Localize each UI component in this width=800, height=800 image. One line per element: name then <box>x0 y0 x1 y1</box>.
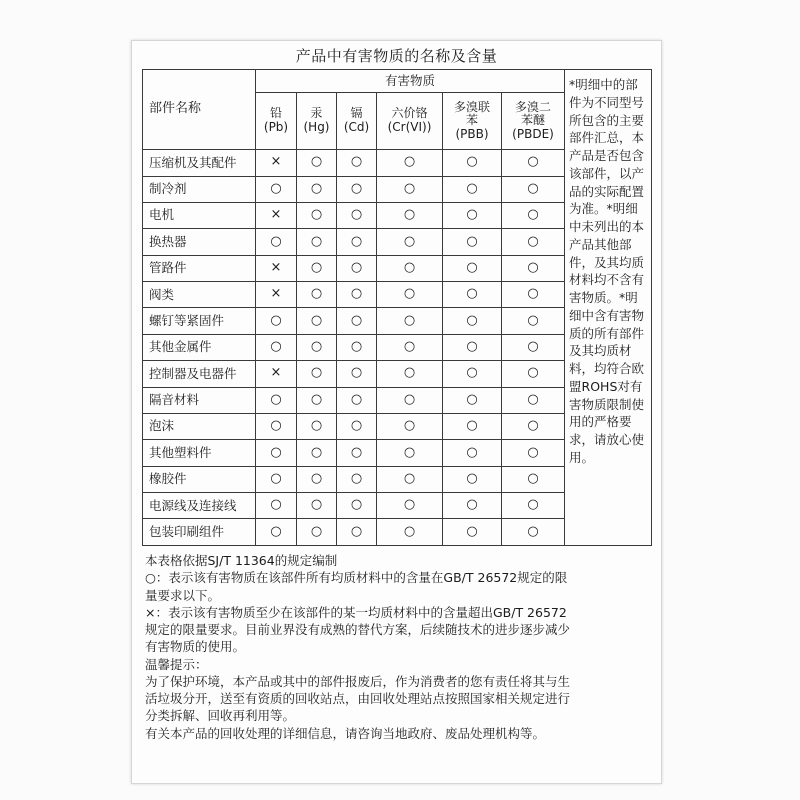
substance-mark: ○ <box>337 334 377 360</box>
part-name: 压缩机及其配件 <box>143 150 256 176</box>
substance-mark: ○ <box>443 202 502 228</box>
substance-header-line: (PBB) <box>455 127 489 142</box>
substance-mark: ○ <box>337 466 377 492</box>
substance-header-line: (Pb) <box>263 120 289 135</box>
substance-mark: ○ <box>443 229 502 255</box>
substance-mark: ○ <box>337 413 377 439</box>
substance-mark: ○ <box>443 493 502 519</box>
substance-mark: ○ <box>297 466 337 492</box>
substance-header-line: 苯 <box>465 113 478 128</box>
substance-mark: ○ <box>337 229 377 255</box>
part-name: 泡沫 <box>143 413 256 439</box>
substance-mark: ○ <box>297 308 337 334</box>
substance-mark: ○ <box>377 519 443 546</box>
substance-mark: ○ <box>377 282 443 308</box>
part-name: 制冷剂 <box>143 176 256 202</box>
substance-header-line: 汞 <box>310 106 323 121</box>
substance-mark: ○ <box>502 387 565 413</box>
footer-tip-line-1: 为了保护环境，本产品或其中的部件报废后，作为消费者的您有责任将其与生 <box>145 673 571 689</box>
part-name: 其他金属件 <box>143 334 256 360</box>
substance-mark: ○ <box>297 229 337 255</box>
substance-mark: ○ <box>256 440 297 466</box>
substance-header-line: 苯醚 <box>521 113 546 128</box>
substance-mark: ○ <box>502 413 565 439</box>
substance-mark: ○ <box>256 519 297 546</box>
substance-mark: ○ <box>297 334 337 360</box>
substance-mark: ○ <box>502 176 565 202</box>
substance-mark: ○ <box>377 150 443 176</box>
substance-mark: ○ <box>377 176 443 202</box>
substance-header-line: 多溴二 <box>515 99 552 114</box>
substance-mark: ○ <box>377 334 443 360</box>
substance-mark: ○ <box>297 282 337 308</box>
footer-tip-title: 温馨提示： <box>145 656 208 672</box>
substance-header <box>443 93 502 150</box>
footer-cross-line-1: ×：表示该有害物质至少在该部件的某一均质材料中的含量超出GB/T 26572 <box>145 604 567 620</box>
substance-header-line: (Cd) <box>343 120 370 135</box>
substance-header-line: 六价铬 <box>391 106 428 121</box>
substance-mark: ○ <box>502 440 565 466</box>
substance-mark: ○ <box>377 413 443 439</box>
substance-mark: ○ <box>337 150 377 176</box>
substance-mark: ○ <box>337 493 377 519</box>
substance-mark: × <box>256 282 297 308</box>
substance-mark: ○ <box>256 413 297 439</box>
substance-mark: × <box>256 255 297 281</box>
substance-mark: ○ <box>297 413 337 439</box>
substance-mark: ○ <box>377 308 443 334</box>
substance-header <box>297 93 337 150</box>
substance-mark: ○ <box>502 334 565 360</box>
part-name: 控制器及电器件 <box>143 361 256 387</box>
substance-mark: ○ <box>297 493 337 519</box>
substance-mark: ○ <box>502 255 565 281</box>
substance-mark: ○ <box>502 150 565 176</box>
substance-mark: ○ <box>377 361 443 387</box>
footer-circle-line-1: ○：表示该有害物质在该部件所有均质材料中的含量在GB/T 26572规定的限 <box>145 570 568 586</box>
substance-mark: ○ <box>337 440 377 466</box>
footer-cross-line-3: 有害物质的使用。 <box>145 639 246 655</box>
substance-mark: × <box>256 150 297 176</box>
footer-tip-line-2: 活垃圾分开，送至有资质的回收站点，由回收处理站点按照国家相关规定进行 <box>145 691 571 706</box>
substance-mark: ○ <box>256 466 297 492</box>
substance-mark: ○ <box>337 361 377 387</box>
substance-mark: ○ <box>443 308 502 334</box>
substance-mark: ○ <box>256 493 297 519</box>
substance-header-line: 多溴联 <box>453 99 490 114</box>
substance-mark: ○ <box>502 282 565 308</box>
part-name: 包装印刷组件 <box>143 519 256 546</box>
substance-header <box>502 93 565 150</box>
substance-mark: ○ <box>443 176 502 202</box>
footer-basis: 本表格依据SJ/T 11364的规定编制 <box>145 553 338 568</box>
part-name: 螺钉等紧固件 <box>143 308 256 334</box>
substance-mark: ○ <box>337 387 377 413</box>
substance-mark: ○ <box>443 519 502 546</box>
substance-mark: × <box>256 361 297 387</box>
substance-mark: ○ <box>337 255 377 281</box>
substance-mark: ○ <box>502 361 565 387</box>
substance-mark: ○ <box>297 202 337 228</box>
footer-tip-line-4: 有关本产品的回收处理的详细信息，请咨询当地政府、废品处理机构等。 <box>145 725 546 741</box>
part-name: 隔音材料 <box>143 387 256 413</box>
footer-notes <box>145 552 665 742</box>
substance-header-line: 镉 <box>350 106 363 121</box>
substance-mark: ○ <box>256 387 297 413</box>
substance-mark: ○ <box>297 150 337 176</box>
substance-mark: ○ <box>443 282 502 308</box>
footer-circle-line-2: 量要求以下。 <box>145 587 221 603</box>
document-title: 产品中有害物质的名称及含量 <box>295 47 498 65</box>
substance-mark: ○ <box>337 202 377 228</box>
substance-mark: ○ <box>502 229 565 255</box>
hazardous-substance-table <box>142 69 652 546</box>
substance-header-line: (Cr(VI)) <box>387 120 432 135</box>
substance-mark: ○ <box>377 387 443 413</box>
footer-cross-line-2: 规定的限量要求。目前业界没有成熟的替代方案，后续随技术的进步逐步减少 <box>145 622 571 637</box>
substance-mark: ○ <box>377 440 443 466</box>
substance-mark: ○ <box>443 466 502 492</box>
substance-mark: ○ <box>443 413 502 439</box>
substance-mark: ○ <box>337 519 377 546</box>
notes-column: *明细中的部件为不同型号所包含的主要部件汇总，本产品是否包含该部件，以产品的实际配置为准。*明细中未列出的本产品其他部件，及其均质材料均不含有害物质。*明细中含有害物质的所有部件及其均质材料，均符合欧盟ROHS对有害物质限制使用的严格要求，请放心使用。 <box>565 70 652 546</box>
substance-header <box>337 93 377 150</box>
substance-mark: ○ <box>443 387 502 413</box>
substance-mark: ○ <box>502 493 565 519</box>
substance-mark: × <box>256 202 297 228</box>
substance-mark: ○ <box>443 255 502 281</box>
substance-mark: ○ <box>297 176 337 202</box>
substance-mark: ○ <box>337 282 377 308</box>
substance-mark: ○ <box>256 176 297 202</box>
substance-mark: ○ <box>377 255 443 281</box>
part-name: 电源线及连接线 <box>143 493 256 519</box>
substance-mark: ○ <box>297 519 337 546</box>
substance-group-header: 有害物质 <box>256 70 565 93</box>
substance-mark: ○ <box>256 334 297 360</box>
substance-mark: ○ <box>377 493 443 519</box>
part-name: 橡胶件 <box>143 466 256 492</box>
substance-mark: ○ <box>297 387 337 413</box>
substance-header-line: (PBDE) <box>512 127 554 142</box>
substance-mark: ○ <box>377 202 443 228</box>
substance-mark: ○ <box>297 440 337 466</box>
substance-mark: ○ <box>377 229 443 255</box>
substance-mark: ○ <box>502 202 565 228</box>
part-name: 其他塑料件 <box>143 440 256 466</box>
substance-mark: ○ <box>443 334 502 360</box>
part-name: 阀类 <box>143 282 256 308</box>
part-name: 管路件 <box>143 255 256 281</box>
substance-mark: ○ <box>377 466 443 492</box>
part-name-header: 部件名称 <box>143 70 256 150</box>
part-name: 换热器 <box>143 229 256 255</box>
substance-mark: ○ <box>443 440 502 466</box>
substance-mark: ○ <box>256 229 297 255</box>
substance-header <box>377 93 443 150</box>
substance-mark: ○ <box>443 150 502 176</box>
footer-tip-line-3: 分类拆解、回收再利用等。 <box>145 708 296 724</box>
substance-mark: ○ <box>297 255 337 281</box>
substance-mark: ○ <box>256 308 297 334</box>
substance-header-line: (Hg) <box>303 120 330 135</box>
part-name: 电机 <box>143 202 256 228</box>
substance-mark: ○ <box>502 308 565 334</box>
substance-mark: ○ <box>443 361 502 387</box>
substance-mark: ○ <box>337 176 377 202</box>
substance-header <box>256 93 297 150</box>
substance-mark: ○ <box>502 466 565 492</box>
substance-mark: ○ <box>337 308 377 334</box>
substance-header-line: 铅 <box>269 106 282 121</box>
substance-mark: ○ <box>297 361 337 387</box>
substance-mark: ○ <box>502 519 565 546</box>
